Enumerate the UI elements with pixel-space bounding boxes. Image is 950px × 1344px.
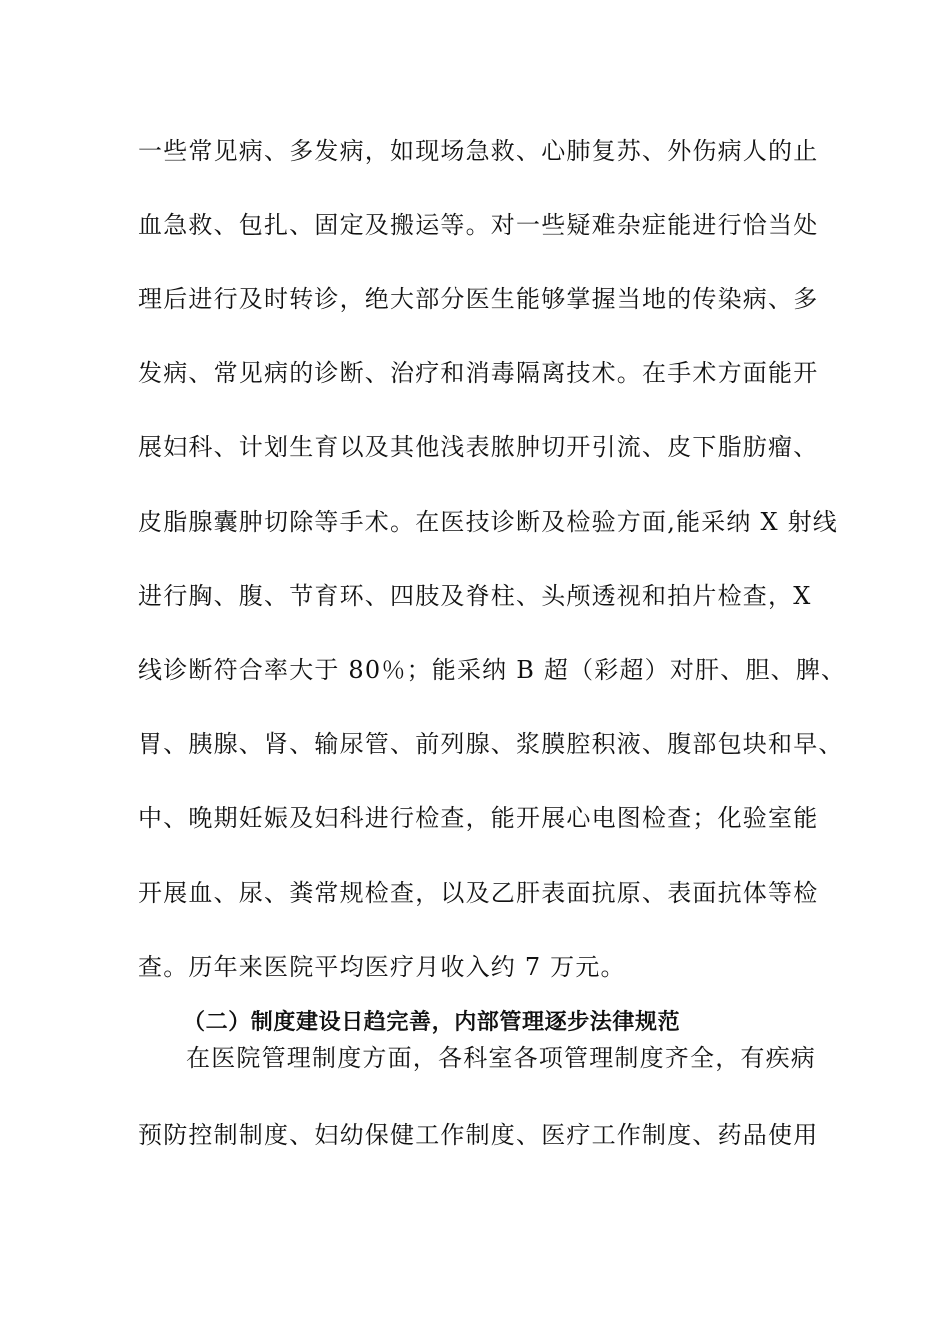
paragraph-line: 查。历年来医院平均医疗月收入约 7 万元。 <box>138 953 626 981</box>
paragraph-line: 展妇科、计划生育以及其他浅表脓肿切开引流、皮下脂肪瘤、 <box>138 433 819 461</box>
paragraph-line: 一些常见病、多发病，如现场急救、心肺复苏、外伤病人的止 <box>138 137 819 165</box>
paragraph-line: 胃、胰腺、肾、输尿管、前列腺、浆膜腔积液、腹部包块和早、 <box>138 730 844 758</box>
paragraph-line: 进行胸、腹、节育环、四肢及脊柱、头颅透视和拍片检查，X <box>138 582 812 610</box>
paragraph-line: 在医院管理制度方面，各科室各项管理制度齐全，有疾病 <box>186 1044 816 1072</box>
paragraph-line: 预防控制制度、妇幼保健工作制度、医疗工作制度、药品使用 <box>138 1121 819 1149</box>
section-heading: （二）制度建设日趋完善，内部管理逐步法律规范 <box>183 1010 681 1035</box>
paragraph-line: 理后进行及时转诊，绝大部分医生能够掌握当地的传染病、多 <box>138 285 819 313</box>
paragraph-line: 血急救、包扎、固定及搬运等。对一些疑难杂症能进行恰当处 <box>138 211 819 239</box>
paragraph-line: 开展血、尿、粪常规检查，以及乙肝表面抗原、表面抗体等检 <box>138 879 819 907</box>
paragraph-line: 中、晚期妊娠及妇科进行检查，能开展心电图检查；化验室能 <box>138 804 819 832</box>
paragraph-line: 线诊断符合率大于 80％；能采纳 B 超（彩超）对肝、胆、脾、 <box>138 656 847 684</box>
paragraph-line: 发病、常见病的诊断、治疗和消毒隔离技术。在手术方面能开 <box>138 359 819 387</box>
paragraph-line: 皮脂腺囊肿切除等手术。在医技诊断及检验方面,能采纳 X 射线 <box>138 508 838 536</box>
